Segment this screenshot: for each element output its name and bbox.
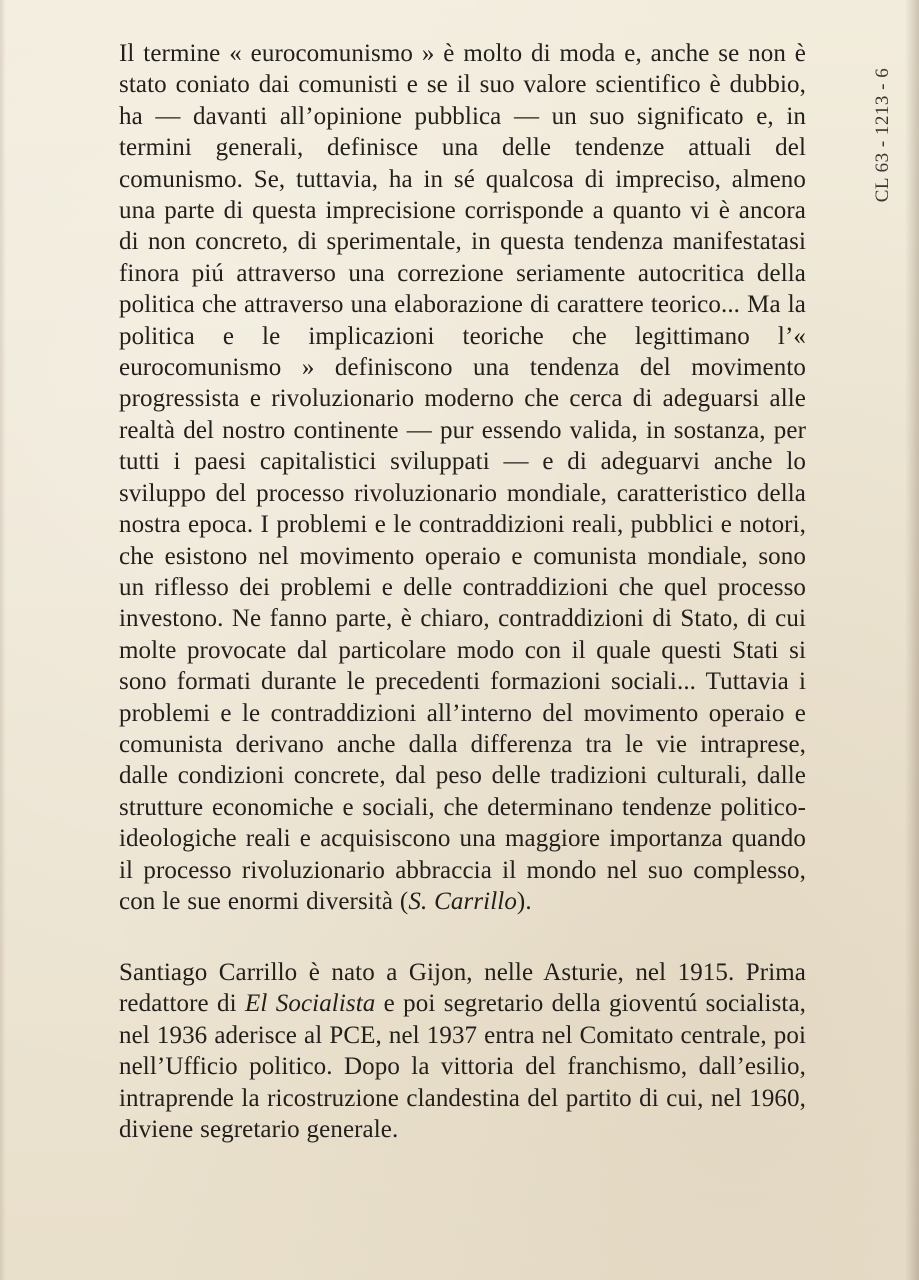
- blurb-text-end: ).: [516, 887, 532, 915]
- blurb-attribution: S. Carrillo: [408, 887, 517, 915]
- author-bio-paragraph: [119, 957, 806, 1145]
- bio-text-end: e poi segretario della gioventú socialista, nel 1936 aderisce al PCE, nel 1937 entra nel Comitato centrale, poi nell’Ufficio politico. Dopo la vittoria del franchismo, dall’esilio, intraprende la ricostruzione clandestina del partito di cui, nel 1960, diviene segretario generale.: [119, 990, 806, 1144]
- blurb-paragraph: [119, 38, 806, 917]
- bio-text: Santiago Carrillo è nato a Gijon, nelle Asturie, nel 1915. Prima redattore di: [119, 959, 806, 1018]
- bio-newspaper-title: El Socialista: [245, 990, 376, 1018]
- catalog-code: [868, 40, 898, 230]
- catalog-code-label: CL 63 - 1213 - 6: [872, 67, 893, 203]
- blurb-text: Il termine « eurocomunismo » è molto di moda e, anche se non è stato coniato dai comunisti e se il suo valore scientifico è dubbio, ha — davanti all’opinione pubblica — un suo significato e, in termini generali, definisce una delle tendenze attuali del comunismo. Se, tuttavia, ha in sé qualcosa di impreciso, almeno una parte di questa imprecisione corrisponde a quanto vi è ancora di non concreto, di sperimentale, in questa tendenza manifestatasi finora piú attraverso una correzione seriamente autocritica della politica che attraverso una elaborazione di carattere teorico... Ma la politica e le implicazioni teoriche che legittimano l’« eurocomunismo » definiscono una tendenza del movimento progressista e rivoluzionario moderno che cerca di adeguarsi alle realtà del nostro continente — pur essendo valida, in sostanza, per tutti i paesi capitalistici sviluppati — e di adeguarvi anche lo sviluppo del processo rivoluzionario mondiale, caratteristico della nostra epoca. I problemi e le contraddizioni reali, pubblici e notori, che esistono nel movimento operaio e comunista mondiale, sono un riflesso dei problemi e delle contraddizioni che quel processo investono. Ne fanno parte, è chiaro, contraddizioni di Stato, di cui molte provocate dal particolare modo con il quale questi Stati si sono formati durante le precedenti formazioni sociali... Tuttavia i problemi e le contraddizioni all’interno del movimento operaio e comunista derivano anche dalla differenza tra le vie intraprese, dalle condizioni concrete, dal peso delle tradizioni culturali, dalle strutture economiche e sociali, che determinano tendenze politico-ideologiche reali e acquisiscono una maggiore importanza quando il processo rivoluzionario abbraccia il mondo nel suo complesso, con le sue enormi diversità (: [119, 40, 806, 915]
